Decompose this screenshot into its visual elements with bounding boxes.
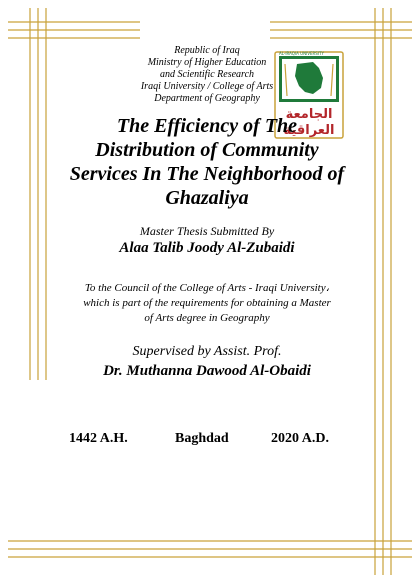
gregorian-year: 2020 A.D.	[271, 431, 329, 446]
logo-top-text: AL-IRAQIA UNIVERSITY	[279, 51, 324, 56]
header-department: Department of Geography	[154, 93, 260, 104]
thesis-title-line3: Services In The Neighborhood of	[69, 163, 345, 185]
logo-arabic-line2: العراقية	[283, 123, 335, 138]
submitted-by-label: Master Thesis Submitted By	[139, 224, 275, 238]
logo-arabic-line1: الجامعة	[285, 107, 333, 122]
header-ministry: Ministry of Higher Education	[147, 57, 267, 68]
thesis-title-line2: Distribution of Community	[95, 139, 319, 161]
thesis-title-line4: Ghazaliya	[165, 187, 249, 209]
thesis-title-line1: The Efficiency of The	[116, 115, 298, 137]
hijri-year: 1442 A.H.	[69, 431, 128, 446]
author-name: Alaa Talib Joody Al-Zubaidi	[119, 240, 295, 256]
header-university: Iraqi University / College of Arts	[140, 81, 274, 92]
supervisor-name: Dr. Muthanna Dawood Al-Obaidi	[103, 363, 311, 379]
council-line2: which is part of the requirements for obtaining a Master	[83, 297, 331, 309]
city: Baghdad	[175, 431, 229, 446]
header-republic: Republic of Iraq	[174, 45, 240, 56]
council-line1: To the Council of the College of Arts - Iraqi University،	[84, 282, 330, 294]
council-line3: of Arts degree in Geography	[144, 312, 270, 324]
supervised-by-label: Supervised by Assist. Prof.	[132, 344, 282, 359]
header-research: and Scientific Research	[159, 69, 255, 80]
